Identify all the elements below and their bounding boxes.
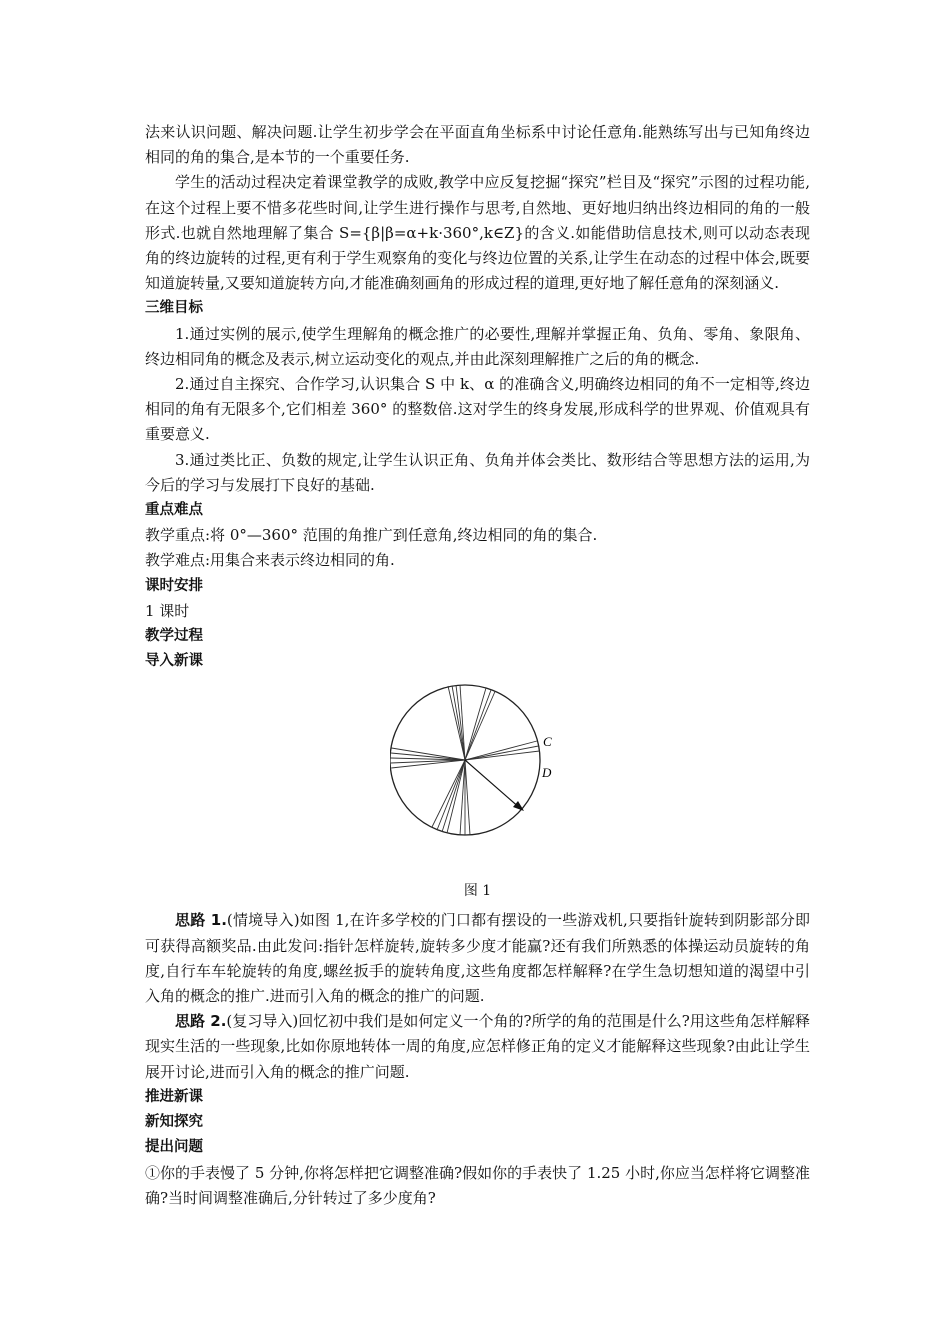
keypoints-heading: 重点难点 xyxy=(145,502,203,519)
goals-heading: 三维目标 xyxy=(145,300,203,317)
label-c: C xyxy=(543,734,552,750)
idea-1 xyxy=(145,908,810,1009)
schedule-value: 1 课时 xyxy=(145,601,190,620)
schedule-heading: 课时安排 xyxy=(145,577,203,594)
intro-paragraph-1: 法来认识问题、解决问题.让学生初步学会在平面直角坐标系中讨论任意角.能熟练写出与已知角终边相同的角的集合,是本节的一个重要任务. xyxy=(145,123,810,167)
label-d: D xyxy=(542,765,552,781)
goal-3: 3.通过类比正、负数的规定,让学生认识正角、负角并体会类比、数形结合等思想方法的运用,为今后的学习与发展打下良好的基础. xyxy=(145,450,810,494)
idea-1-lead: 思路 1. xyxy=(175,911,227,930)
document-page xyxy=(145,120,810,1211)
teaching-focus: 教学重点:将 0°—360° 范围的角推广到任意角,终边相同的角的集合. xyxy=(145,526,598,545)
idea-2 xyxy=(145,1009,810,1085)
idea-2-text: (复习导入)回忆初中我们是如何定义一个角的?所学的角的范围是什么?用这些角怎样解释现实生活的一些现象,比如你原地转体一周的角度,应怎样修正角的定义才能解释这些现象?由此让学生展开讨论,进而引入角的概念的推广问题. xyxy=(145,1012,810,1081)
figure-caption: 图 1 xyxy=(463,883,492,900)
pointer-arrow xyxy=(465,760,524,811)
intro-lesson-heading: 导入新课 xyxy=(145,653,203,670)
idea-2-lead: 思路 2. xyxy=(175,1012,227,1031)
goal-2: 2.通过自主探究、合作学习,认识集合 S 中 k、α 的准确含义,明确终边相同的角不一定相等,终边相同的角有无限多个,它们相差 360° 的整数倍.这对学生的终身发展,形成科学的世界观、价值观具有重要意义. xyxy=(145,375,810,444)
question-1: ①你的手表慢了 5 分钟,你将怎样把它调整准确?假如你的手表快了 1.25 小时,你应当怎样将它调整准确?当时间调整准确后,分针转过了多少度角? xyxy=(145,1163,810,1207)
spinner-diagram xyxy=(390,680,570,870)
figure-1 xyxy=(145,680,810,874)
teaching-difficulty: 教学难点:用集合来表示终边相同的角. xyxy=(145,551,395,570)
process-heading: 教学过程 xyxy=(145,628,203,645)
goal-1: 1.通过实例的展示,使学生理解角的概念推广的必要性,理解并掌握正角、负角、零角、象限角、终边相同角的概念及表示,树立运动变化的观点,并由此深刻理解推广之后的角的概念. xyxy=(145,324,810,368)
questions-heading: 提出问题 xyxy=(145,1139,203,1156)
advance-heading: 推进新课 xyxy=(145,1088,203,1105)
idea-1-text: (情境导入)如图 1,在许多学校的门口都有摆设的一些游戏机,只要指针旋转到阴影部分即可获得高额奖品.由此发问:指针怎样旋转,旋转多少度才能赢?还有我们所熟悉的体操运动员旋转的角度,自行车车轮旋转的角度,螺丝扳手的旋转角度,这些角度都怎样解释?在学生急切想知道的渴望中引入角的概念的推广.进而引入角的概念的推广的问题. xyxy=(145,911,810,1006)
intro-paragraph-2: 学生的活动过程决定着课堂教学的成败,教学中应反复挖掘“探究”栏目及“探究”示图的过程功能,在这个过程上要不惜多花些时间,让学生进行操作与思考,自然地、更好地归纳出终边相同的角的一般形式.也就自然地理解了集合 S={β|β=α+k·360°,k∈Z}的含义.如能借助信息技术,则可以动态表现角的终边旋转的过程,更有利于学生观察角的变化与终边位置的关系,让学生在动态的过程中体会,既要知道旋转量,又要知道旋转方向,才能准确刻画角的形成过程的道理,更好地了解任意角的深刻涵义. xyxy=(145,173,810,293)
explore-heading: 新知探究 xyxy=(145,1114,203,1131)
